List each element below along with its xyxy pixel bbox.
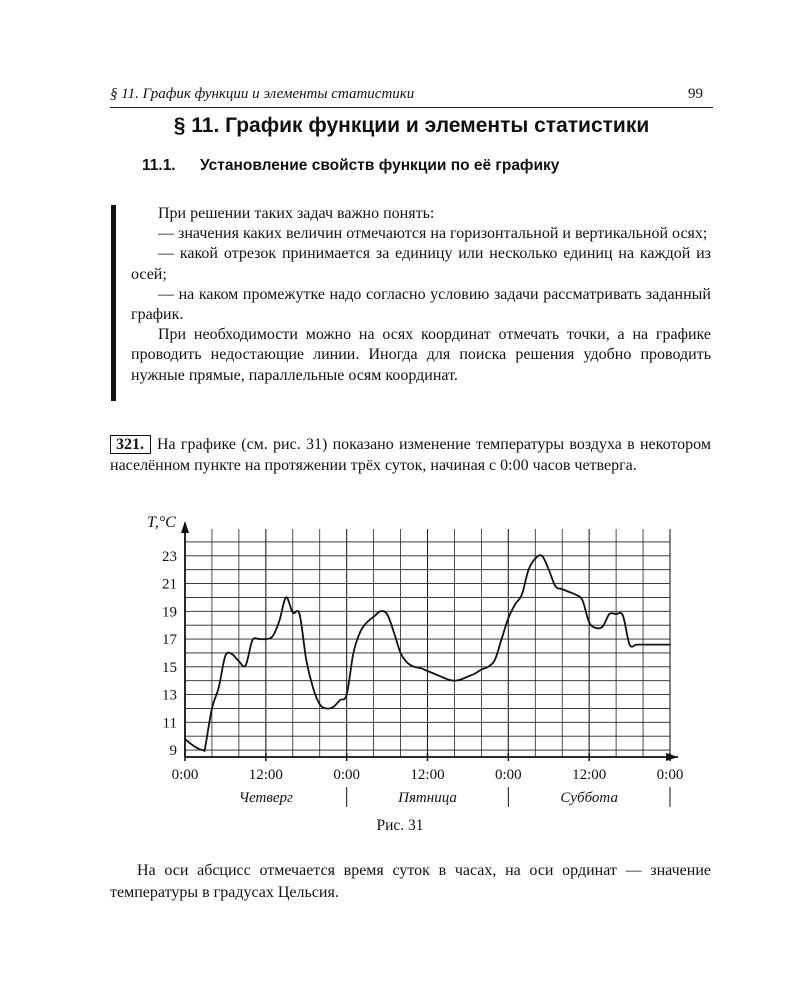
x-tick-label: 12:00	[410, 767, 445, 783]
subsection-heading	[142, 157, 559, 175]
header-rule	[110, 107, 713, 108]
y-axis-arrow	[181, 521, 189, 533]
day-label: Четверг	[238, 790, 293, 806]
subsection-title: Установление свойств функции по её графику	[200, 157, 560, 174]
y-tick-labels	[162, 549, 178, 759]
y-tick-label: 15	[162, 659, 177, 676]
y-axis-label: T,°C	[147, 514, 176, 531]
page-number: 99	[688, 86, 703, 102]
x-tick-labels	[172, 767, 684, 783]
x-tick-label: 12:00	[572, 767, 607, 783]
info-box-bar	[111, 205, 116, 401]
running-head: § 11. График функции и элементы статистики	[110, 86, 415, 102]
info-box	[131, 204, 711, 386]
chart-grid	[185, 529, 670, 757]
day-labels	[239, 787, 670, 807]
chart-axes	[181, 521, 678, 761]
info-note: При необходимости можно на осях координат отмечать точки, а на графике проводить недостающие линии. Иногда для поиска решения удобно проводить нужные прямые, параллельные осям координат.	[131, 326, 711, 384]
y-tick-label: 19	[162, 604, 177, 621]
y-tick-label: 11	[162, 715, 177, 732]
problem-statement	[110, 434, 711, 476]
info-item-3: — на каком промежутке надо согласно условию задачи рассматривать заданный график.	[131, 285, 711, 324]
y-tick-label: 17	[162, 632, 177, 649]
y-tick-label: 9	[169, 743, 177, 760]
info-item-2: — какой отрезок принимается за единицу или несколько единиц на каждой из осей;	[131, 245, 711, 283]
y-tick-label: 13	[162, 687, 177, 704]
y-tick-label: 21	[162, 576, 177, 593]
info-item-1: — значения каких величин отмечаются на горизонтальной и вертикальной осях;	[158, 225, 708, 243]
after-text: На оси абсцисс отмечается время суток в часах, на оси ординат — значение температуры в градусах Цельсия.	[110, 862, 711, 901]
day-label: Суббота	[560, 790, 618, 806]
section-title: § 11. График функции и элементы статистики	[173, 114, 650, 137]
y-tick-label: 23	[162, 548, 177, 565]
problem-text: На графике (см. рис. 31) показано изменение температуры воздуха в некотором населённом пункте на протяжении трёх суток, начиная с 0:00 часов четверга.	[110, 436, 711, 474]
temperature-chart	[125, 505, 685, 810]
x-tick-label: 0:00	[171, 767, 199, 783]
x-tick-label: 0:00	[333, 767, 361, 783]
x-tick-label: 0:00	[494, 767, 522, 783]
x-tick-label: 0:00	[656, 767, 684, 783]
day-label: Пятница	[398, 790, 457, 806]
info-intro: При решении таких задач важно понять:	[158, 205, 435, 222]
x-tick-label: 12:00	[248, 767, 283, 783]
problem-number: 321.	[110, 435, 151, 454]
subsection-number: 11.1.	[142, 157, 176, 174]
figure-caption: Рис. 31	[376, 817, 424, 834]
x-axis-arrow	[666, 753, 678, 761]
